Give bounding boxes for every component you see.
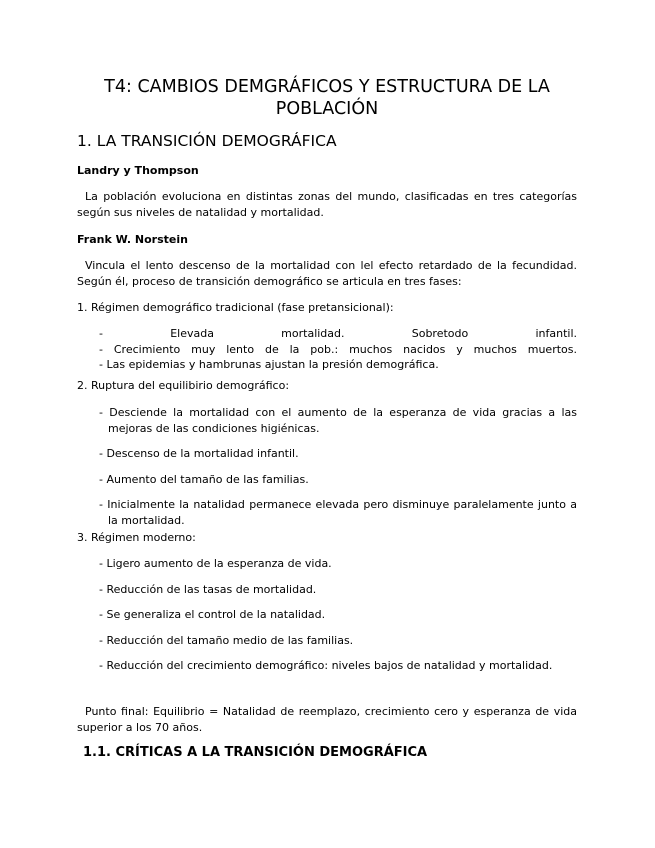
list-item: - Descenso de la mortalidad infantil. xyxy=(99,447,299,460)
paragraph-punto-final: Punto final: Equilibrio = Natalidad de reemplazo, crecimiento cero y esperanza de vida superior a los 70 años. xyxy=(77,705,577,734)
paragraph-landry-thompson: La población evoluciona en distintas zonas del mundo, clasificadas en tres categorías según sus niveles de natalidad y mortalidad. xyxy=(77,190,577,219)
phase-2-list xyxy=(99,405,577,528)
paragraph-norstein: Vincula el lento descenso de la mortalidad con lel efecto retardado de la fecundidad. Según él, proceso de transición demográfico se articula en tres fases: xyxy=(77,259,577,288)
phase-3-list xyxy=(99,556,577,674)
list-item: - Reducción de las tasas de mortalidad. xyxy=(99,582,317,596)
list-item: - Crecimiento muy lento de la pob.: muchos nacidos y muchos muertos. xyxy=(99,342,577,356)
section-heading-criticas: 1.1. CRÍTICAS A LA TRANSICIÓN DEMOGRÁFICA xyxy=(83,745,428,760)
section-heading-transicion: 1. LA TRANSICIÓN DEMOGRÁFICA xyxy=(77,132,337,150)
author-landry-thompson: Landry y Thompson xyxy=(77,164,199,177)
list-item: - Elevada mortalidad. Sobretodo infantil. xyxy=(99,327,577,340)
list-item: - Aumento del tamaño de las familias. xyxy=(99,472,309,486)
list-item: - Desciende la mortalidad con el aumento de la esperanza de vida gracias a las mejoras de las condiciones higiénicas. xyxy=(99,406,577,435)
list-item: - Se generaliza el control de la natalidad. xyxy=(99,608,326,621)
list-item: - Reducción del tamaño medio de las familias. xyxy=(99,633,354,647)
phase-1-label: 1. Régimen demográfico tradicional (fase pretansicional): xyxy=(77,301,394,314)
phase-2-label: 2. Ruptura del equilibirio demográfico: xyxy=(77,379,290,392)
list-item: - Ligero aumento de la esperanza de vida. xyxy=(99,557,332,570)
phase-1-list xyxy=(99,326,577,373)
list-item: - Inicialmente la natalidad permanece elevada pero disminuye paralelamente junto a la mortalidad. xyxy=(99,498,577,527)
list-item: - Las epidemias y hambrunas ajustan la presión demográfica. xyxy=(99,358,439,371)
phase-3-label: 3. Régimen moderno: xyxy=(77,531,196,544)
document-title: T4: CAMBIOS DEMGRÁFICOS Y ESTRUCTURA DE LA POBLACIÓN xyxy=(104,77,550,119)
author-norstein: Frank W. Norstein xyxy=(77,233,188,246)
list-item: - Reducción del crecimiento demográfico: niveles bajos de natalidad y mortalidad. xyxy=(99,659,553,672)
